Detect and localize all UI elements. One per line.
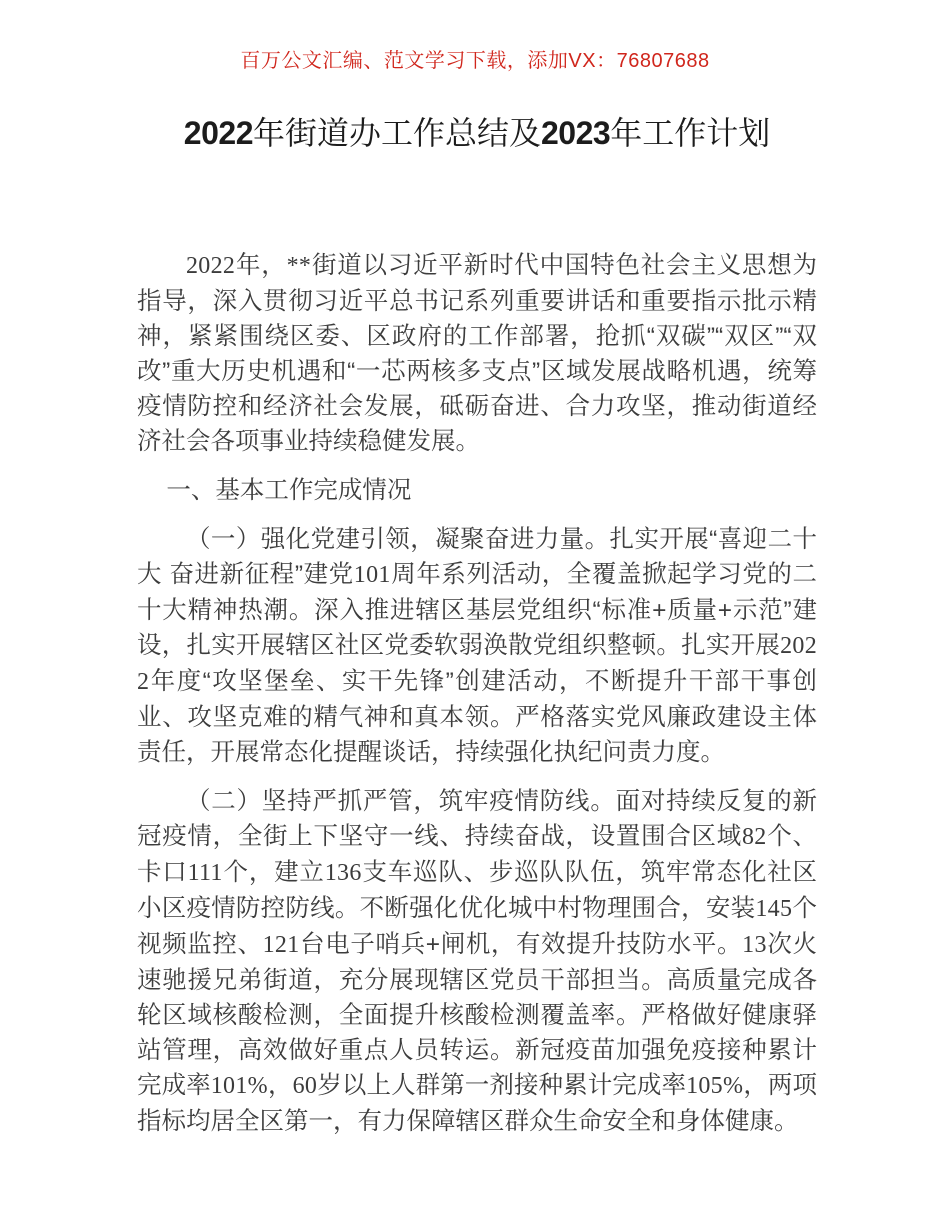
document-body xyxy=(137,248,817,1153)
title-year-plan: 2023 xyxy=(541,115,611,151)
promo-banner: 百万公文汇编、范文学习下载，添加VX：76807688 xyxy=(240,50,710,72)
section-heading-one: 一、基本工作完成情况 xyxy=(166,477,412,504)
page-title: 2022年街道办工作总结及2023年工作计划 xyxy=(183,115,771,151)
paragraph-intro: 2022年，**街道以习近平新时代中国特色社会主义思想为指导，深入贯彻习近平总书记系列重要讲话和重要指示批示精神，紧紧围绕区委、区政府的工作部署，抢抓“双碳”“双区”“双改”重大历史机遇和“一芯两核多支点”区域发展战略机遇，统筹疫情防控和经济社会发展，砥砺奋进、合力攻坚，推动街道经济社会各项事业持续稳健发展。 xyxy=(137,252,818,455)
paragraph-item-2: （二）坚持严抓严管，筑牢疫情防线。面对持续反复的新冠疫情，全街上下坚守一线、持续奋战，设置围合区域82个、卡口111个，建立136支车巡队、步巡队队伍，筑牢常态化社区小区疫情防控防线。不断强化优化城中村物理围合，安装145个视频监控、121台电子哨兵+闸机，有效提升技防水平。13次火速驰援兄弟街道，充分展现辖区党员干部担当。高质量完成各轮区域核酸检测，全面提升核酸检测覆盖率。严格做好健康驿站管理，高效做好重点人员转运。新冠疫苗加强免疫接种累计完成率101%，60岁以上人群第一剂接种累计完成率105%，两项指标均居全区第一，有力保障辖区群众生命安全和身体健康。 xyxy=(137,788,818,1135)
title-year-start: 2022 xyxy=(183,115,253,151)
paragraph-item-1: （一）强化党建引领，凝聚奋进力量。扎实开展“喜迎二十大 奋进新征程”建党101周年系列活动，全覆盖掀起学习党的二十大精神热潮。深入推进辖区基层党组织“标准+质量+示范”建设，扎实开展辖区社区党委软弱涣散党组织整顿。扎实开展2022年度“攻坚堡垒、实干先锋”创建活动，不断提升干部干事创业、攻坚克难的精气神和真本领。严格落实党风廉政建设主体责任，开展常态化提醒谈话，持续强化执纪问责力度。 xyxy=(137,526,818,766)
